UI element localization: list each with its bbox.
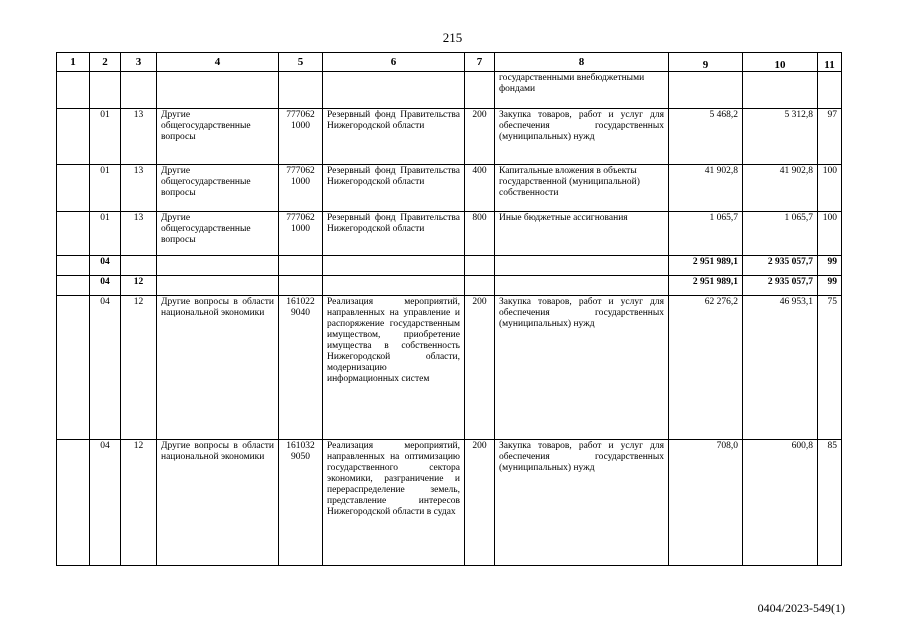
cell-expense-name: Иные бюджетные ассигнования <box>495 212 669 256</box>
cell-executed: 5 312,8 <box>743 109 818 165</box>
cell-expense-type: 200 <box>465 440 495 566</box>
cell-target-code <box>279 72 323 109</box>
cell-section-name: Другие вопросы в области национальной экономики <box>157 440 279 566</box>
cell-expense-type: 400 <box>465 165 495 212</box>
cell-executed: 2 935 057,7 <box>743 256 818 276</box>
table-row-total <box>57 256 842 276</box>
cell-col1 <box>57 165 90 212</box>
cell-percent: 75 <box>818 296 842 440</box>
cell-col1 <box>57 109 90 165</box>
cell-expense-name: Капитальные вложения в объекты государственной (муниципальной) собственности <box>495 165 669 212</box>
cell-section-name: Другие вопросы в области национальной экономики <box>157 296 279 440</box>
cell-percent: 100 <box>818 165 842 212</box>
cell-subsection: 12 <box>121 440 157 566</box>
cell-expense-type: 200 <box>465 296 495 440</box>
cell-percent: 99 <box>818 256 842 276</box>
cell-executed: 2 935 057,7 <box>743 276 818 296</box>
cell-target-code <box>279 276 323 296</box>
cell-target-code: 161032 9050 <box>279 440 323 566</box>
cell-expense-name: Закупка товаров, работ и услуг для обеспечения государственных (муниципальных) нужд <box>495 109 669 165</box>
cell-col1 <box>57 212 90 256</box>
cell-planned: 2 951 989,1 <box>669 256 743 276</box>
cell-target-name: Реализация мероприятий, направленных на управление и распоряжение государственным имуществом, приобретение имущества в собственность Нижегородской области, модернизацию информационных систем <box>323 296 465 440</box>
page-number: 215 <box>442 30 463 45</box>
cell-target-name: Резервный фонд Правительства Нижегородской области <box>323 165 465 212</box>
cell-subsection: 13 <box>121 165 157 212</box>
table-row <box>57 109 842 165</box>
column-header: 5 <box>279 53 323 72</box>
cell-section <box>90 72 121 109</box>
cell-section-name: Другие общегосударственные вопросы <box>157 165 279 212</box>
column-header: 1 <box>57 53 90 72</box>
column-header: 2 <box>90 53 121 72</box>
cell-subsection: 12 <box>121 296 157 440</box>
cell-target-code: 777062 1000 <box>279 165 323 212</box>
table-header-row <box>57 53 842 72</box>
cell-subsection <box>121 256 157 276</box>
cell-planned: 5 468,2 <box>669 109 743 165</box>
cell-planned <box>669 72 743 109</box>
cell-subsection: 13 <box>121 212 157 256</box>
cell-section-name: Другие общегосударственные вопросы <box>157 212 279 256</box>
column-header: 10 <box>743 53 818 72</box>
cell-section-name: Другие общегосударственные вопросы <box>157 109 279 165</box>
cell-subsection <box>121 72 157 109</box>
cell-expense-name: Закупка товаров, работ и услуг для обеспечения государственных (муниципальных) нужд <box>495 296 669 440</box>
column-header: 7 <box>465 53 495 72</box>
cell-col1 <box>57 276 90 296</box>
document-code: 0404/2023-549(1) <box>757 601 845 615</box>
column-header: 11 <box>818 53 842 72</box>
cell-section-name <box>157 276 279 296</box>
cell-target-name: Резервный фонд Правительства Нижегородской области <box>323 212 465 256</box>
cell-target-name <box>323 72 465 109</box>
table-row <box>57 72 842 109</box>
cell-expense-type <box>465 72 495 109</box>
column-header: 8 <box>495 53 669 72</box>
cell-expense-type: 800 <box>465 212 495 256</box>
cell-executed: 1 065,7 <box>743 212 818 256</box>
cell-executed: 600,8 <box>743 440 818 566</box>
column-header: 9 <box>669 53 743 72</box>
cell-expense-name <box>495 256 669 276</box>
cell-subsection: 13 <box>121 109 157 165</box>
cell-col1 <box>57 296 90 440</box>
cell-expense-type <box>465 256 495 276</box>
cell-section: 04 <box>90 440 121 566</box>
cell-planned: 1 065,7 <box>669 212 743 256</box>
column-header: 4 <box>157 53 279 72</box>
cell-expense-name: государственными внебюджетными фондами <box>495 72 669 109</box>
cell-section-name <box>157 256 279 276</box>
cell-section: 04 <box>90 256 121 276</box>
table-row <box>57 212 842 256</box>
cell-target-code: 777062 1000 <box>279 109 323 165</box>
cell-percent: 99 <box>818 276 842 296</box>
cell-section: 01 <box>90 212 121 256</box>
cell-percent: 100 <box>818 212 842 256</box>
column-header: 6 <box>323 53 465 72</box>
cell-planned: 62 276,2 <box>669 296 743 440</box>
table-row <box>57 296 842 440</box>
cell-section: 01 <box>90 165 121 212</box>
cell-target-name: Реализация мероприятий, направленных на оптимизацию государственного сектора экономики, разграничение и перераспределение земель, представление интересов Нижегородской области в судах <box>323 440 465 566</box>
cell-expense-name <box>495 276 669 296</box>
cell-col1 <box>57 440 90 566</box>
cell-percent: 85 <box>818 440 842 566</box>
cell-target-name <box>323 256 465 276</box>
cell-target-code: 777062 1000 <box>279 212 323 256</box>
cell-col1 <box>57 256 90 276</box>
cell-section: 04 <box>90 276 121 296</box>
cell-target-name <box>323 276 465 296</box>
cell-planned: 41 902,8 <box>669 165 743 212</box>
cell-col1 <box>57 72 90 109</box>
budget-table <box>56 52 842 566</box>
cell-target-code <box>279 256 323 276</box>
cell-executed: 41 902,8 <box>743 165 818 212</box>
cell-section-name <box>157 72 279 109</box>
cell-executed <box>743 72 818 109</box>
cell-expense-type <box>465 276 495 296</box>
cell-percent: 97 <box>818 109 842 165</box>
table-row-total <box>57 276 842 296</box>
cell-section: 04 <box>90 296 121 440</box>
cell-percent <box>818 72 842 109</box>
cell-section: 01 <box>90 109 121 165</box>
cell-target-name: Резервный фонд Правительства Нижегородской области <box>323 109 465 165</box>
cell-planned: 2 951 989,1 <box>669 276 743 296</box>
table-row <box>57 165 842 212</box>
cell-planned: 708,0 <box>669 440 743 566</box>
cell-executed: 46 953,1 <box>743 296 818 440</box>
cell-expense-name: Закупка товаров, работ и услуг для обеспечения государственных (муниципальных) нужд <box>495 440 669 566</box>
table-row <box>57 440 842 566</box>
cell-expense-type: 200 <box>465 109 495 165</box>
column-header: 3 <box>121 53 157 72</box>
cell-target-code: 161022 9040 <box>279 296 323 440</box>
cell-subsection: 12 <box>121 276 157 296</box>
